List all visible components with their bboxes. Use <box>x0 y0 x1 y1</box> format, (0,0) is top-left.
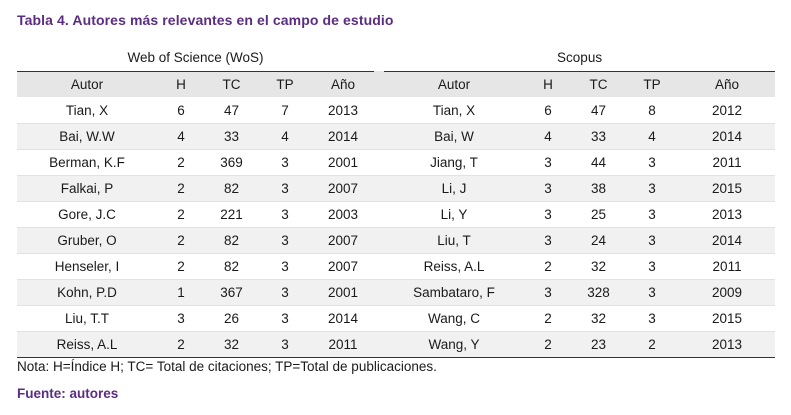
wos-cell-h: 2 <box>157 331 205 357</box>
wos-cell-author: Tian, X <box>17 97 157 123</box>
scopus-col-tc: TC <box>572 71 625 97</box>
row-gap <box>374 201 384 227</box>
wos-cell-tc: 369 <box>205 149 258 175</box>
wos-cell-tp: 3 <box>258 201 312 227</box>
scopus-cell-tp: 3 <box>625 253 679 279</box>
wos-cell-author: Berman, K.F <box>17 149 157 175</box>
wos-cell-tc: 82 <box>205 253 258 279</box>
scopus-cell-tp: 2 <box>625 331 679 357</box>
wos-cell-year: 2013 <box>312 97 374 123</box>
table-body <box>17 97 775 357</box>
wos-cell-tp: 3 <box>258 305 312 331</box>
wos-cell-tp: 3 <box>258 253 312 279</box>
wos-cell-year: 2001 <box>312 279 374 305</box>
scopus-cell-tc: 23 <box>572 331 625 357</box>
wos-cell-tc: 26 <box>205 305 258 331</box>
row-gap <box>374 227 384 253</box>
scopus-cell-year: 2013 <box>679 331 775 357</box>
scopus-cell-h: 2 <box>524 331 572 357</box>
wos-cell-h: 2 <box>157 201 205 227</box>
wos-cell-author: Reiss, A.L <box>17 331 157 357</box>
scopus-cell-author: Liu, T <box>384 227 524 253</box>
wos-cell-author: Bai, W.W <box>17 123 157 149</box>
wos-cell-h: 1 <box>157 279 205 305</box>
wos-cell-h: 2 <box>157 149 205 175</box>
table-row <box>17 279 775 305</box>
scopus-col-author: Autor <box>384 71 524 97</box>
scopus-cell-author: Li, Y <box>384 201 524 227</box>
scopus-cell-h: 3 <box>524 201 572 227</box>
row-gap <box>374 175 384 201</box>
scopus-cell-tp: 3 <box>625 227 679 253</box>
scopus-cell-tc: 328 <box>572 279 625 305</box>
scopus-cell-tp: 3 <box>625 175 679 201</box>
wos-col-year: Año <box>312 71 374 97</box>
wos-cell-tp: 3 <box>258 175 312 201</box>
column-header-row <box>17 71 775 97</box>
scopus-cell-tc: 38 <box>572 175 625 201</box>
wos-cell-year: 2007 <box>312 175 374 201</box>
scopus-cell-tc: 33 <box>572 123 625 149</box>
row-gap <box>374 149 384 175</box>
wos-cell-h: 4 <box>157 123 205 149</box>
scopus-cell-year: 2009 <box>679 279 775 305</box>
row-gap <box>374 305 384 331</box>
authors-table <box>17 44 775 358</box>
row-gap <box>374 253 384 279</box>
scopus-cell-h: 3 <box>524 175 572 201</box>
wos-cell-tp: 3 <box>258 227 312 253</box>
scopus-cell-h: 3 <box>524 279 572 305</box>
wos-col-author: Autor <box>17 71 157 97</box>
wos-cell-author: Kohn, P.D <box>17 279 157 305</box>
scopus-cell-author: Sambataro, F <box>384 279 524 305</box>
wos-cell-author: Gruber, O <box>17 227 157 253</box>
scopus-cell-h: 6 <box>524 97 572 123</box>
scopus-cell-author: Jiang, T <box>384 149 524 175</box>
scopus-cell-author: Bai, W <box>384 123 524 149</box>
table-row <box>17 305 775 331</box>
wos-cell-year: 2014 <box>312 305 374 331</box>
wos-cell-year: 2011 <box>312 331 374 357</box>
scopus-cell-year: 2015 <box>679 175 775 201</box>
scopus-cell-tc: 25 <box>572 201 625 227</box>
wos-cell-h: 6 <box>157 97 205 123</box>
scopus-cell-year: 2014 <box>679 227 775 253</box>
scopus-cell-tc: 32 <box>572 305 625 331</box>
scopus-cell-year: 2014 <box>679 123 775 149</box>
wos-cell-tc: 33 <box>205 123 258 149</box>
scopus-cell-h: 3 <box>524 149 572 175</box>
wos-cell-author: Henseler, I <box>17 253 157 279</box>
table-row <box>17 123 775 149</box>
scopus-cell-author: Li, J <box>384 175 524 201</box>
scopus-cell-year: 2013 <box>679 201 775 227</box>
wos-cell-tp: 3 <box>258 149 312 175</box>
scopus-col-year: Año <box>679 71 775 97</box>
scopus-group-header: Scopus <box>384 44 775 71</box>
wos-cell-year: 2007 <box>312 227 374 253</box>
scopus-col-tp: TP <box>625 71 679 97</box>
wos-cell-year: 2003 <box>312 201 374 227</box>
table-source: Fuente: autores <box>17 386 119 401</box>
table-row <box>17 227 775 253</box>
wos-cell-h: 2 <box>157 227 205 253</box>
table-row <box>17 149 775 175</box>
wos-cell-tc: 82 <box>205 227 258 253</box>
scopus-cell-tp: 3 <box>625 201 679 227</box>
scopus-cell-author: Wang, Y <box>384 331 524 357</box>
scopus-cell-year: 2011 <box>679 253 775 279</box>
scopus-cell-year: 2012 <box>679 97 775 123</box>
scopus-cell-author: Wang, C <box>384 305 524 331</box>
wos-cell-tc: 221 <box>205 201 258 227</box>
wos-cell-h: 2 <box>157 175 205 201</box>
scopus-cell-h: 2 <box>524 253 572 279</box>
scopus-cell-tp: 4 <box>625 123 679 149</box>
wos-cell-tp: 3 <box>258 331 312 357</box>
scopus-cell-h: 2 <box>524 305 572 331</box>
group-gap <box>374 44 384 71</box>
table-title: Tabla 4. Autores más relevantes en el campo de estudio <box>17 12 394 28</box>
scopus-cell-author: Reiss, A.L <box>384 253 524 279</box>
wos-cell-author: Gore, J.C <box>17 201 157 227</box>
scopus-cell-h: 3 <box>524 227 572 253</box>
wos-col-h: H <box>157 71 205 97</box>
wos-col-tc: TC <box>205 71 258 97</box>
scopus-cell-author: Tian, X <box>384 97 524 123</box>
scopus-cell-year: 2015 <box>679 305 775 331</box>
scopus-cell-tp: 3 <box>625 149 679 175</box>
wos-cell-tp: 4 <box>258 123 312 149</box>
table-row <box>17 97 775 123</box>
wos-cell-author: Falkai, P <box>17 175 157 201</box>
wos-cell-tc: 82 <box>205 175 258 201</box>
wos-cell-year: 2014 <box>312 123 374 149</box>
wos-group-header: Web of Science (WoS) <box>17 44 374 71</box>
scopus-cell-year: 2011 <box>679 149 775 175</box>
table-note: Nota: H=Índice H; TC= Total de citaciones; TP=Total de publicaciones. <box>17 359 437 374</box>
scopus-cell-h: 4 <box>524 123 572 149</box>
scopus-cell-tc: 44 <box>572 149 625 175</box>
row-gap <box>374 97 384 123</box>
scopus-cell-tp: 8 <box>625 97 679 123</box>
row-gap <box>374 331 384 357</box>
wos-cell-h: 3 <box>157 305 205 331</box>
scopus-col-h: H <box>524 71 572 97</box>
scopus-cell-tc: 32 <box>572 253 625 279</box>
scopus-cell-tp: 3 <box>625 279 679 305</box>
table-row <box>17 175 775 201</box>
wos-cell-tc: 367 <box>205 279 258 305</box>
wos-cell-tp: 7 <box>258 97 312 123</box>
scopus-cell-tc: 47 <box>572 97 625 123</box>
table-row <box>17 331 775 357</box>
header-gap <box>374 71 384 97</box>
wos-cell-year: 2007 <box>312 253 374 279</box>
wos-cell-tc: 47 <box>205 97 258 123</box>
wos-cell-tc: 32 <box>205 331 258 357</box>
wos-cell-author: Liu, T.T <box>17 305 157 331</box>
table-row <box>17 253 775 279</box>
wos-cell-year: 2001 <box>312 149 374 175</box>
scopus-cell-tc: 24 <box>572 227 625 253</box>
scopus-cell-tp: 3 <box>625 305 679 331</box>
wos-cell-h: 2 <box>157 253 205 279</box>
table-row <box>17 201 775 227</box>
wos-cell-tp: 3 <box>258 279 312 305</box>
wos-col-tp: TP <box>258 71 312 97</box>
row-gap <box>374 279 384 305</box>
row-gap <box>374 123 384 149</box>
